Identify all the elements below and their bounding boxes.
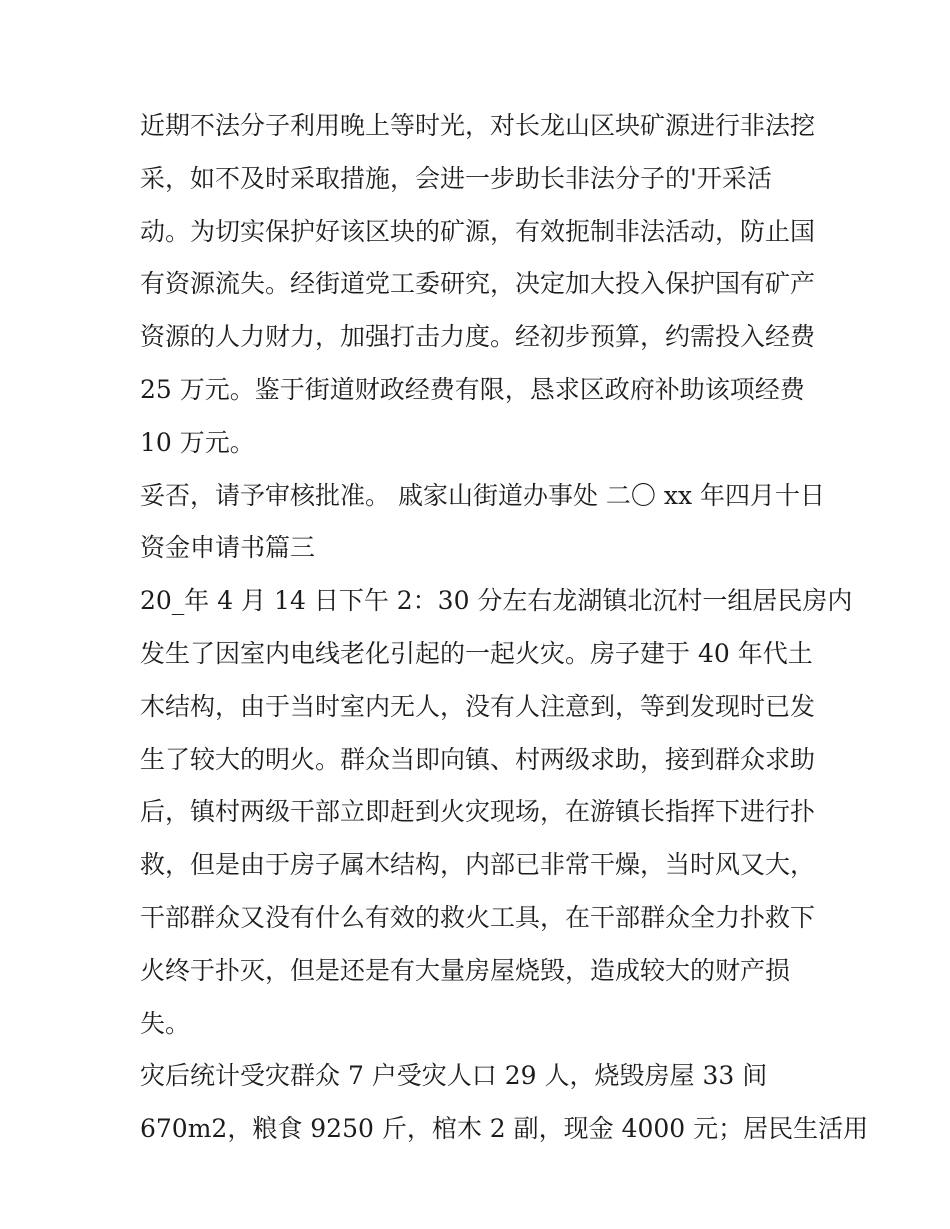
section-heading: 资金申请书篇三 (140, 533, 316, 563)
text-line-1: 近期不法分子利用晚上等时光，对长龙山区块矿源进行非法挖 (140, 111, 816, 140)
text-line-10: 20_年 4 月 14 日下午 2：30 分左右龙湖镇北沉村一组居民房内 (140, 586, 853, 616)
text-line-4: 有资源流失。经街道党工委研究，决定加大投入保护国有矿产 (140, 269, 816, 299)
text-line-6: 25 万元。鉴于街道财政经费有限，恳求区政府补助该项经费 (140, 374, 805, 404)
text-line-3: 动。为切实保护好该区块的矿源，有效扼制非法活动，防止国 (140, 216, 816, 246)
text-line-8: 妥否，请予审核批准。 戚家山街道办事处 二〇 xx 年四月十日 (140, 480, 825, 510)
text-line-16: 干部群众又没有什么有效的救火工具，在干部群众全力扑救下 (140, 902, 816, 932)
text-line-18: 失。 (140, 1008, 191, 1038)
text-line-5: 资源的人力财力，加强打击力度。经初步预算，约需投入经费 (140, 322, 816, 352)
text-line-17: 火终于扑灭，但是还是有大量房屋烧毁，造成较大的财产损 (140, 955, 791, 985)
text-line-7: 10 万元。 (140, 427, 255, 457)
text-line-12: 木结构，由于当时室内无人，没有人注意到，等到发现时已发 (140, 691, 816, 721)
text-line-15: 救，但是由于房子属木结构，内部已非常干燥，当时风又大， (140, 850, 816, 880)
text-line-19: 灾后统计受灾群众 7 户受灾人口 29 人，烧毁房屋 33 间 (140, 1061, 768, 1091)
text-line-11: 发生了因室内电线老化引起的一起火灾。房子建于 40 年代土 (140, 638, 813, 668)
text-line-14: 后，镇村两级干部立即赶到火灾现场，在游镇长指挥下进行扑 (140, 797, 816, 827)
text-line-2: 采，如不及时采取措施，会进一步助长非法分子的'开采活 (140, 163, 772, 193)
text-line-13: 生了较大的明火。群众当即向镇、村两级求助，接到群众求助 (140, 744, 816, 774)
text-line-20: 670m2，粮食 9250 斤，棺木 2 副，现金 4000 元；居民生活用 (140, 1114, 869, 1144)
document-body (140, 100, 869, 1156)
